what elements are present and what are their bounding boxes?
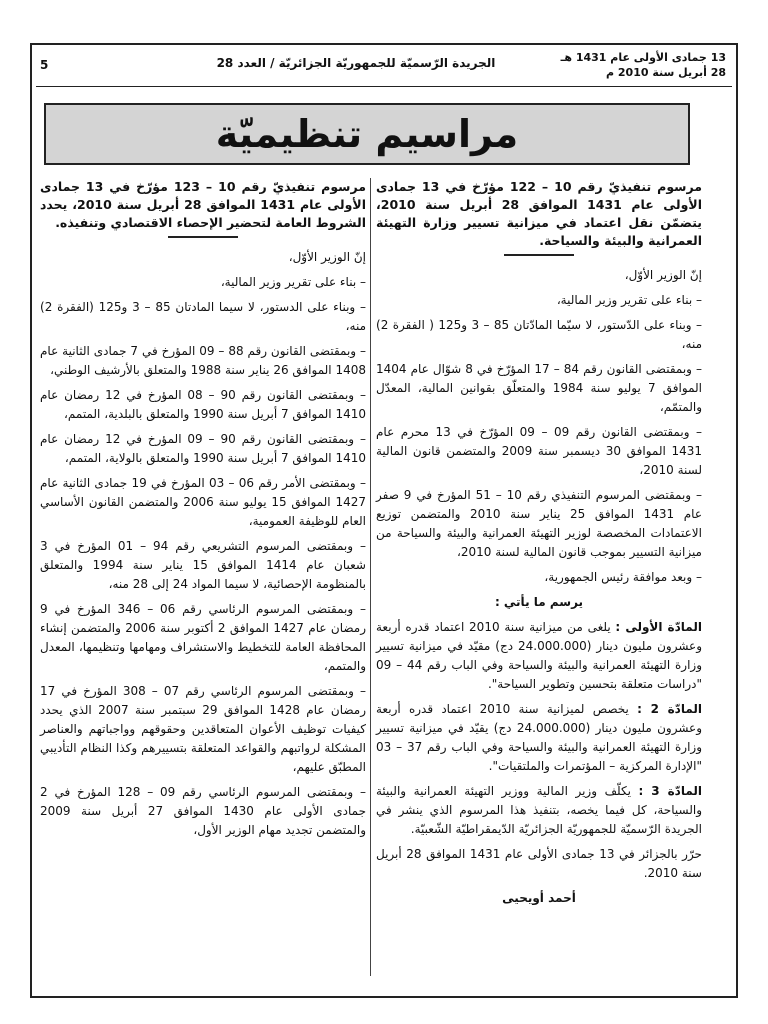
paragraph: – وبمقتضى القانون رقم 84 – 17 المؤرّخ في 8 شوّال عام 1404 الموافق 7 يوليو سنة 1984 والمتعلّق بقوانين المالية، المعدّل والمتمّم، xyxy=(376,361,703,414)
paragraph: – بناء على تقرير وزير المالية، xyxy=(556,292,702,307)
section-title: مراسيم تنظيميّة xyxy=(215,112,519,156)
paragraph: إنّ الوزير الأوّل، xyxy=(624,267,702,282)
article-text: يخصص لميزانية سنة 2010 اعتماد قدره أربعة وعشرون مليون دينار (24.000.000 دج) يقيّد في ميزانية تسيير وزارة التهيئة العمرانية والبيئة والسياحة وفي الباب رقم 37 – 03 "الإدارة المركزية – المؤتمرات والملتقيات". xyxy=(376,701,702,773)
journal-title: الجريدة الرّسميّة للجمهوريّة الجزائريّة / العدد 28 xyxy=(216,56,496,70)
article-label: المادّة 2 : xyxy=(637,701,703,716)
article-3 xyxy=(376,782,702,839)
paragraph: – وبمقتضى القانون رقم 90 – 09 المؤرخ في 12 رمضان عام 1410 الموافق 7 أبريل سنة 1990 والمتعلق بالولاية، المتمم، xyxy=(40,431,366,465)
date-gregorian: 28 أبريل سنة 2010 م xyxy=(605,66,726,79)
article-label: المادّة 3 : xyxy=(638,783,703,798)
paragraph: – وبناء على الدستور، لا سيما المادتان 85 – 3 و125 (الفقرة 2) منه، xyxy=(40,299,366,333)
decree-title: مرسوم تنفيذيّ رقم 10 – 122 مؤرّخ في 13 جمادى الأولى عام 1431 الموافق 28 أبريل سنة 2010، يتضمّن نقل اعتماد في ميزانية تسيير وزارة التهيئة العمرانية والبيئة والسياحة. xyxy=(376,179,702,248)
section-banner xyxy=(44,103,690,165)
paragraph: – وبمقتضى المرسوم الرئاسي رقم 07 – 308 المؤرخ في 17 رمضان عام 1428 الموافق 29 سبتمبر سنة 2007 الذي يحدد كيفيات توظيف الأعوان المتعاقدين وحقوقهم وواجباتهم والعناصر المشكلة لرواتبهم والقواعد المتعلقة بتسييرهم وكذا النظام التأديبي المطبّق عليهم، xyxy=(40,683,366,774)
page-header xyxy=(36,48,732,87)
paragraph: – وبمقتضى المرسوم الرئاسي رقم 06 – 346 المؤرخ في 9 رمضان عام 1427 الموافق 2 أكتوبر سنة 2006 والمتضمن إنشاء المحافظة العامة للتخطيط والاستشراف ومهامها وتنظيمها، المعدل والمتمم، xyxy=(40,601,367,673)
paragraph: – وبمقتضى المرسوم التشريعي رقم 94 – 01 المؤرخ في 3 شعبان عام 1414 الموافق 15 يناير سنة 1994 والمتعلق بالمنظومة الإحصائية، لا سيما المواد 24 إلى 28 منه، xyxy=(40,538,367,591)
paragraph: – وبمقتضى المرسوم الرئاسي رقم 09 – 128 المؤرخ في 2 جمادى الأولى عام 1430 الموافق 27 أبريل سنة 2009 والمتضمن تجديد مهام الوزير الأول، xyxy=(40,784,366,837)
paragraph: – وبعد موافقة رئيس الجمهورية، xyxy=(544,569,702,584)
article-text: يلغى من ميزانية سنة 2010 اعتماد قدره أربعة وعشرون مليون دينار (24.000.000 دج) مقيّد في ميزانية تسيير وزارة التهيئة العمرانية والبيئة والسياحة وفي الباب رقم 44 – 09 "دراسات متعلقة بتحسين وتطوير السياحة". xyxy=(376,619,702,691)
article-1 xyxy=(376,618,702,694)
closing-text: حرّر بالجزائر في 13 جمادى الأولى عام 1431 الموافق 28 أبريل سنة 2010. xyxy=(376,846,702,880)
article-2 xyxy=(376,700,702,776)
issue-date xyxy=(556,50,726,80)
paragraph: – وبمقتضى القانون رقم 90 – 08 المؤرخ في 12 رمضان عام 1410 الموافق 7 أبريل سنة 1990 والمتعلق بالبلدية، المتمم، xyxy=(40,387,366,421)
decree-heading: يرسم ما يأتي : xyxy=(494,594,584,609)
paragraph: – وبمقتضى الأمر رقم 06 – 03 المؤرخ في 19 جمادى الثانية عام 1427 الموافق 15 يوليو سنة 2006 والمتضمن القانون الأساسي العام للوظيفة العمومية، xyxy=(40,475,366,528)
paragraph: – وبمقتضى القانون رقم 09 – 09 المؤرّخ في 13 محرم عام 1431 الموافق 30 ديسمبر سنة 2009 والمتضمن قانون المالية لسنة 2010، xyxy=(376,424,702,477)
signature: أحمد أويحيى xyxy=(502,890,576,905)
paragraph: – وبناء على الدّستور، لا سيّما المادّتان 85 – 3 و125 ( الفقرة 2) منه، xyxy=(376,317,702,351)
decree-title: مرسوم تنفيذيّ رقم 10 – 123 مؤرّخ في 13 جمادى الأولى عام 1431 الموافق 28 أبريل سنة 2010، يحدد الشروط العامة لتحضير الإحصاء الاقتصادي وتنفيذه. xyxy=(40,179,366,230)
column-divider xyxy=(370,178,371,976)
paragraph: – بناء على تقرير وزير المالية، xyxy=(220,274,366,289)
paragraph: – وبمقتضى المرسوم التنفيذي رقم 10 – 51 المؤرخ في 9 صفر عام 1431 الموافق 25 يناير سنة 2010 والمتضمن توزيع الاعتمادات المخصصة لوزير التهيئة العمرانية والبيئة والسياحة من ميزانية التسيير بموجب قانون المالية لسنة 2010، xyxy=(376,487,702,559)
article-label: المادّة الأولى : xyxy=(615,619,702,634)
paragraph: – وبمقتضى القانون رقم 88 – 09 المؤرخ في 7 جمادى الثانية عام 1408 الموافق 26 يناير سنة 1988 والمتعلق بالأرشيف الوطني، xyxy=(40,343,366,377)
decree-122-column xyxy=(376,178,702,914)
title-underline xyxy=(168,236,238,238)
paragraph: إنّ الوزير الأوّل، xyxy=(288,249,366,264)
decree-123-column xyxy=(40,178,366,846)
date-hijri: 13 جمادى الأولى عام 1431 هـ xyxy=(560,51,726,64)
title-underline xyxy=(504,254,574,256)
page-number: 5 xyxy=(40,58,49,72)
article-text: يكلّف وزير المالية ووزير التهيئة العمرانية والبيئة والسياحة، كل فيما يخصه، بتنفيذ هذا المرسوم الذي ينشر في الجريدة الرّسميّة للجمهوريّة الجزائريّة الدّيمقراطيّة الشّعبيّة. xyxy=(376,783,702,836)
